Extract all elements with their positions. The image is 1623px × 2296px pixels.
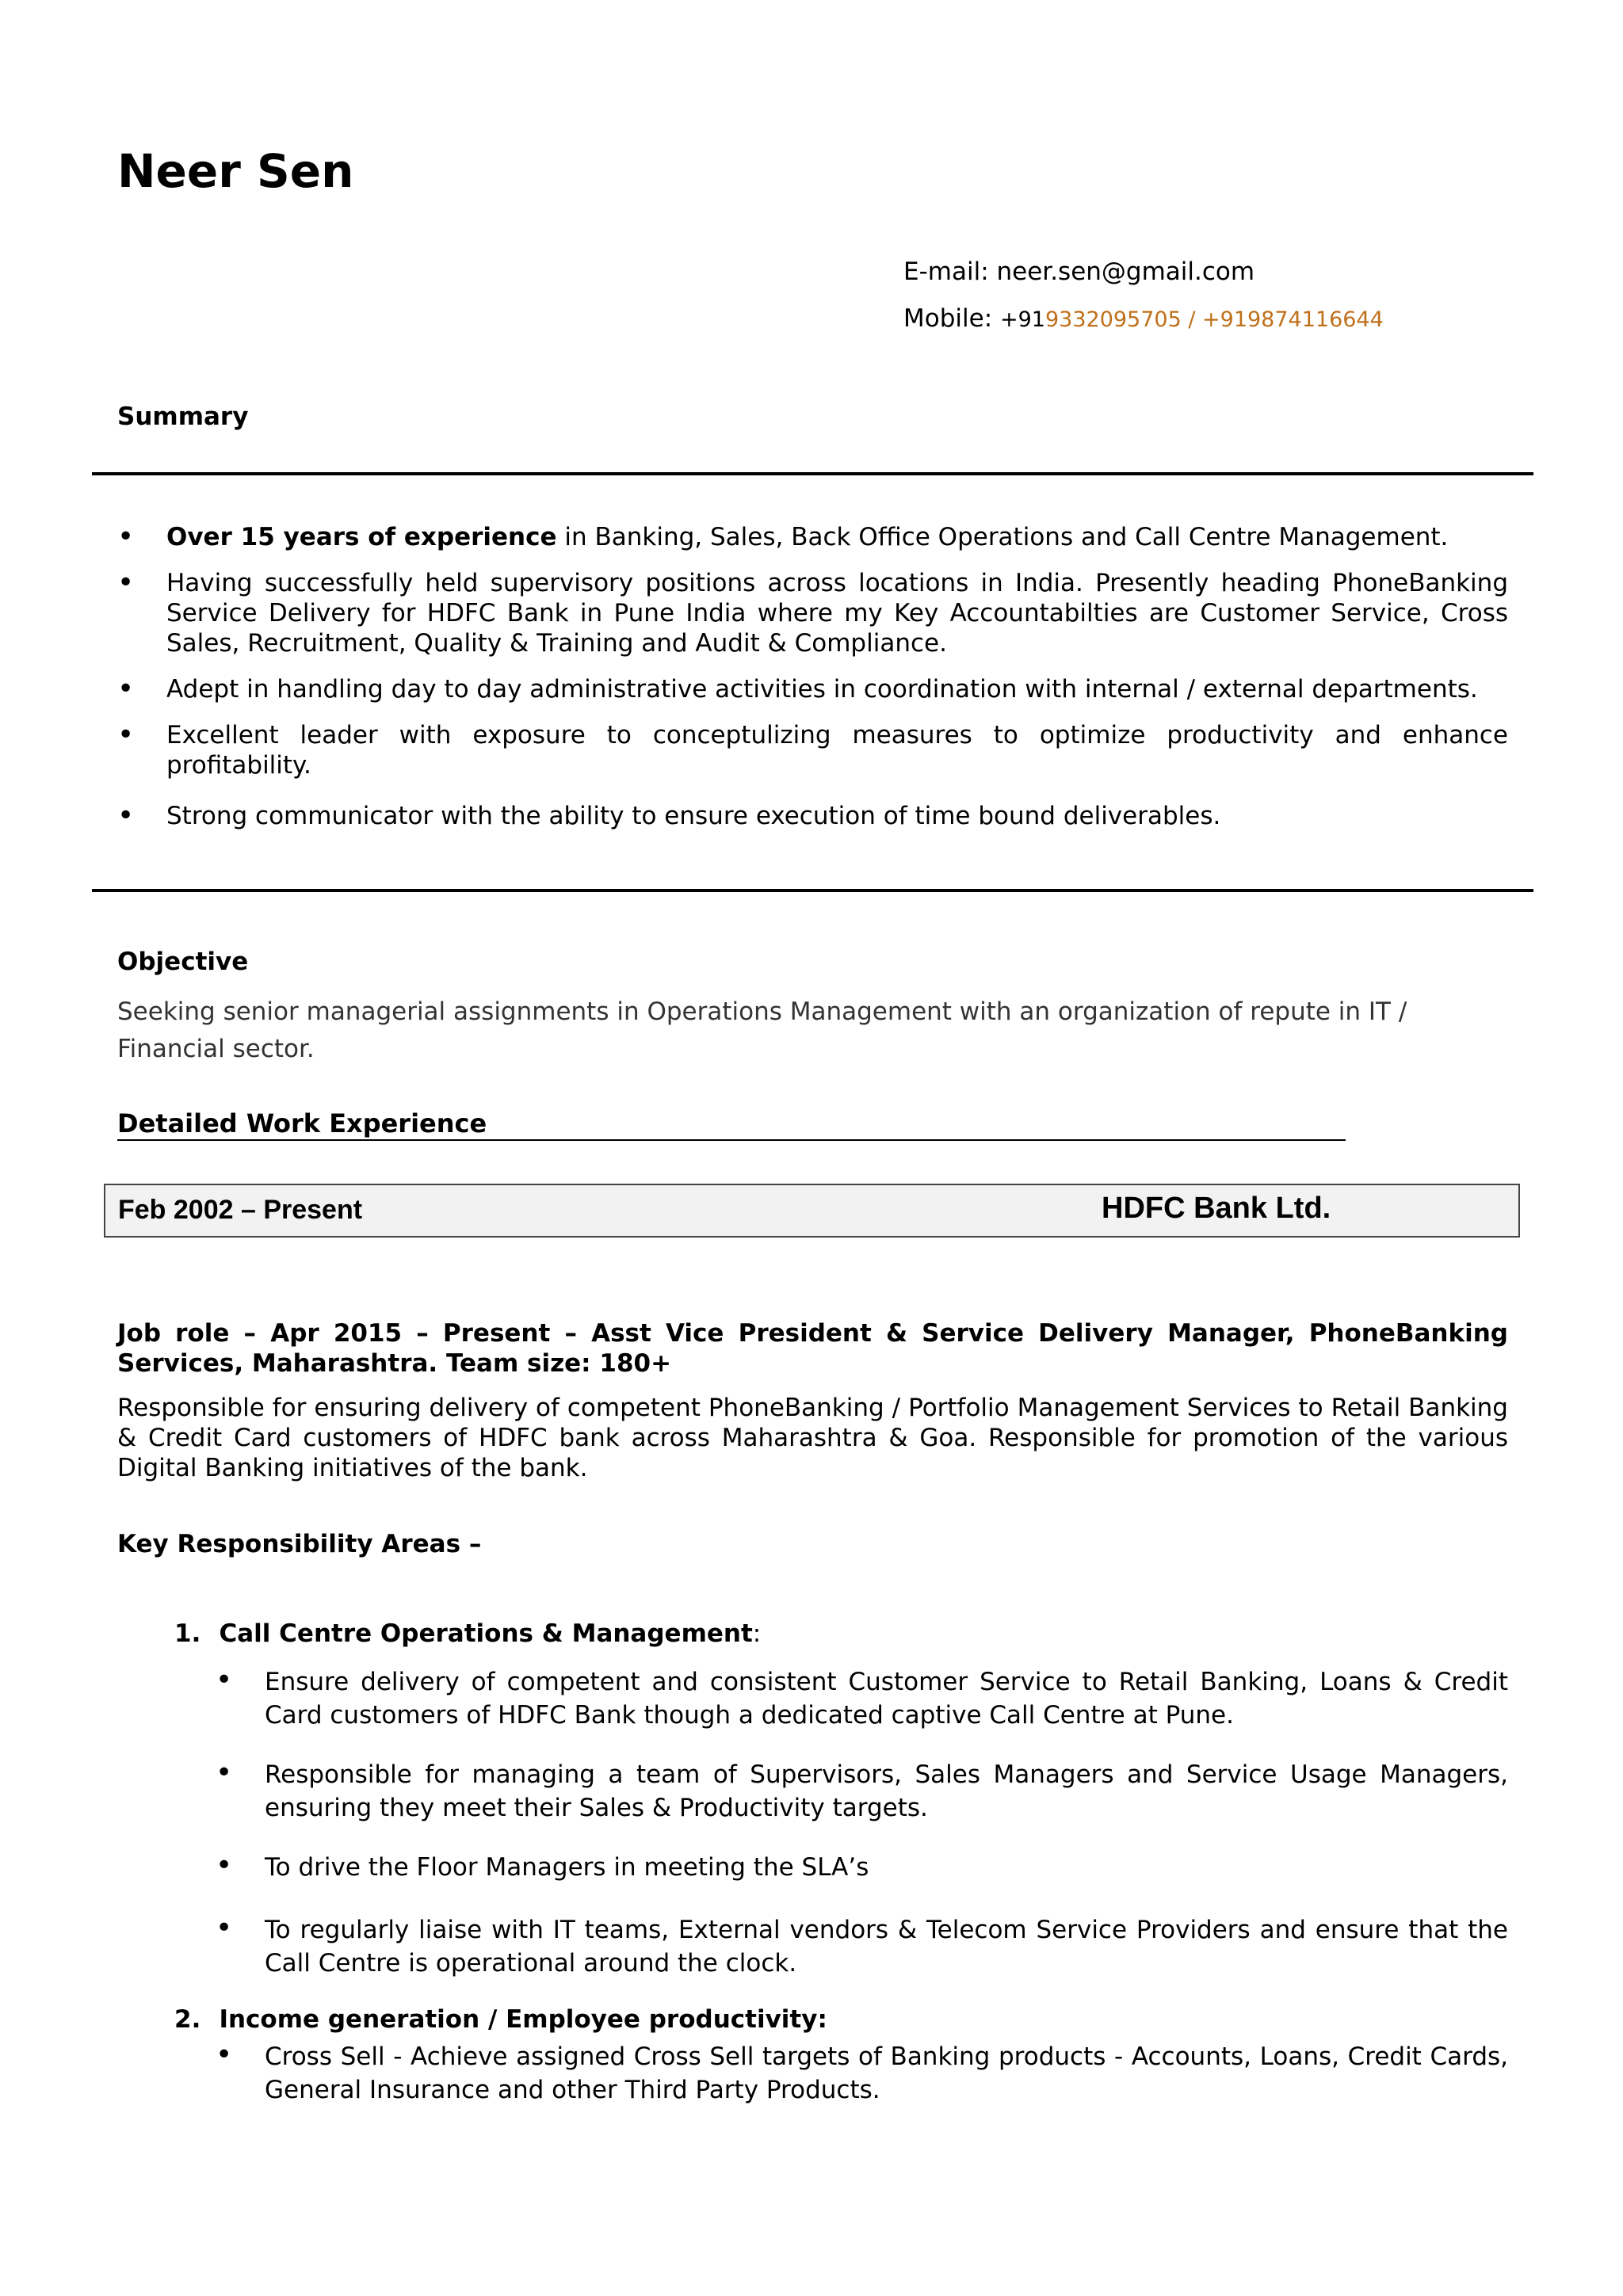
kra-item: • Ensure delivery of competent and consistent Customer Service to Retail Banking, Loans & Credit Card customers of HDFC Bank though a dedicated captive Call Centre at Pune. bbox=[216, 1665, 1508, 1732]
summary-item: • Adept in handling day to day administrative activities in coordination with internal / external departments. bbox=[117, 674, 1508, 704]
kra-area-2 bbox=[174, 2005, 827, 2034]
kra-area-1-list bbox=[216, 1665, 1508, 1980]
kra-heading: Key Responsibility Areas – bbox=[117, 1530, 482, 1558]
mobile-numbers: 9332095705 / +919874116644 bbox=[1044, 307, 1384, 332]
employer-name: HDFC Bank Ltd. bbox=[1102, 1192, 1331, 1225]
kra-item: • To drive the Floor Managers in meeting the SLA’s bbox=[216, 1851, 1508, 1884]
summary-heading: Summary bbox=[117, 402, 249, 431]
mobile-line bbox=[903, 304, 1384, 333]
kra-area-2-list bbox=[216, 2040, 1508, 2107]
summary-item-bold: Over 15 years of experience bbox=[166, 523, 557, 551]
mobile-prefix: +91 bbox=[1000, 307, 1045, 332]
kra-area-1 bbox=[174, 1619, 761, 1648]
kra-area-number: 1. bbox=[174, 1619, 201, 1648]
job-description: Responsible for ensuring delivery of competent PhoneBanking / Portfolio Management Services to Retail Banking & Credit Card customers of HDFC bank across Maharashtra & Goa. Responsible for promotion of the various Digital Banking initiatives of the bank. bbox=[117, 1394, 1508, 1482]
kra-item: • Cross Sell - Achieve assigned Cross Sell targets of Banking products - Accounts, Loans, Credit Cards, General Insurance and other Third Party Products. bbox=[216, 2040, 1508, 2107]
mobile-label: Mobile: bbox=[903, 304, 1000, 333]
work-experience-heading: Detailed Work Experience bbox=[117, 1108, 1346, 1141]
kra-area-colon: : bbox=[752, 1619, 762, 1648]
kra-area-title: Call Centre Operations & Management bbox=[219, 1619, 753, 1648]
email-line bbox=[903, 257, 1254, 286]
email-address[interactable]: neer.sen@gmail.com bbox=[996, 257, 1255, 286]
summary-bottom-rule bbox=[92, 889, 1533, 892]
summary-item: • Excellent leader with exposure to conceptulizing measures to optimize productivity and enhance profitability. bbox=[117, 720, 1508, 780]
summary-item-text: in Banking, Sales, Back Office Operations and Call Centre Management. bbox=[556, 523, 1449, 551]
employment-band bbox=[104, 1184, 1520, 1238]
email-label: E-mail: bbox=[903, 257, 997, 286]
kra-area-title: Income generation / Employee productivity: bbox=[219, 2005, 827, 2034]
summary-list bbox=[117, 522, 1508, 831]
summary-top-rule bbox=[92, 472, 1533, 475]
candidate-name: Neer Sen bbox=[117, 144, 354, 198]
job-role: Job role – Apr 2015 – Present – Asst Vice President & Service Delivery Manager, PhoneBanking Services, Maharashtra. Team size: 180+ bbox=[117, 1319, 1508, 1378]
summary-item bbox=[117, 522, 1508, 552]
objective-text: Seeking senior managerial assignments in Operations Management with an organization of repute in IT / Financial sector. bbox=[117, 997, 1407, 1063]
employment-period: Feb 2002 – Present bbox=[118, 1195, 363, 1225]
summary-item: • Strong communicator with the ability to ensure execution of time bound deliverables. bbox=[117, 801, 1508, 831]
kra-item: • Responsible for managing a team of Supervisors, Sales Managers and Service Usage Managers, ensuring they meet their Sales & Productivity targets. bbox=[216, 1758, 1508, 1825]
kra-item: • To regularly liaise with IT teams, External vendors & Telecom Service Providers and ensure that the Call Centre is operational around the clock. bbox=[216, 1913, 1508, 1980]
kra-area-number: 2. bbox=[174, 2005, 201, 2034]
objective-heading: Objective bbox=[117, 948, 249, 976]
summary-item: • Having successfully held supervisory positions across locations in India. Presently heading PhoneBanking Service Delivery for HDFC Bank in Pune India where my Key Accountabilties are Customer Service, Cross Sales, Recruitment, Quality & Training and Audit & Compliance. bbox=[117, 568, 1508, 658]
